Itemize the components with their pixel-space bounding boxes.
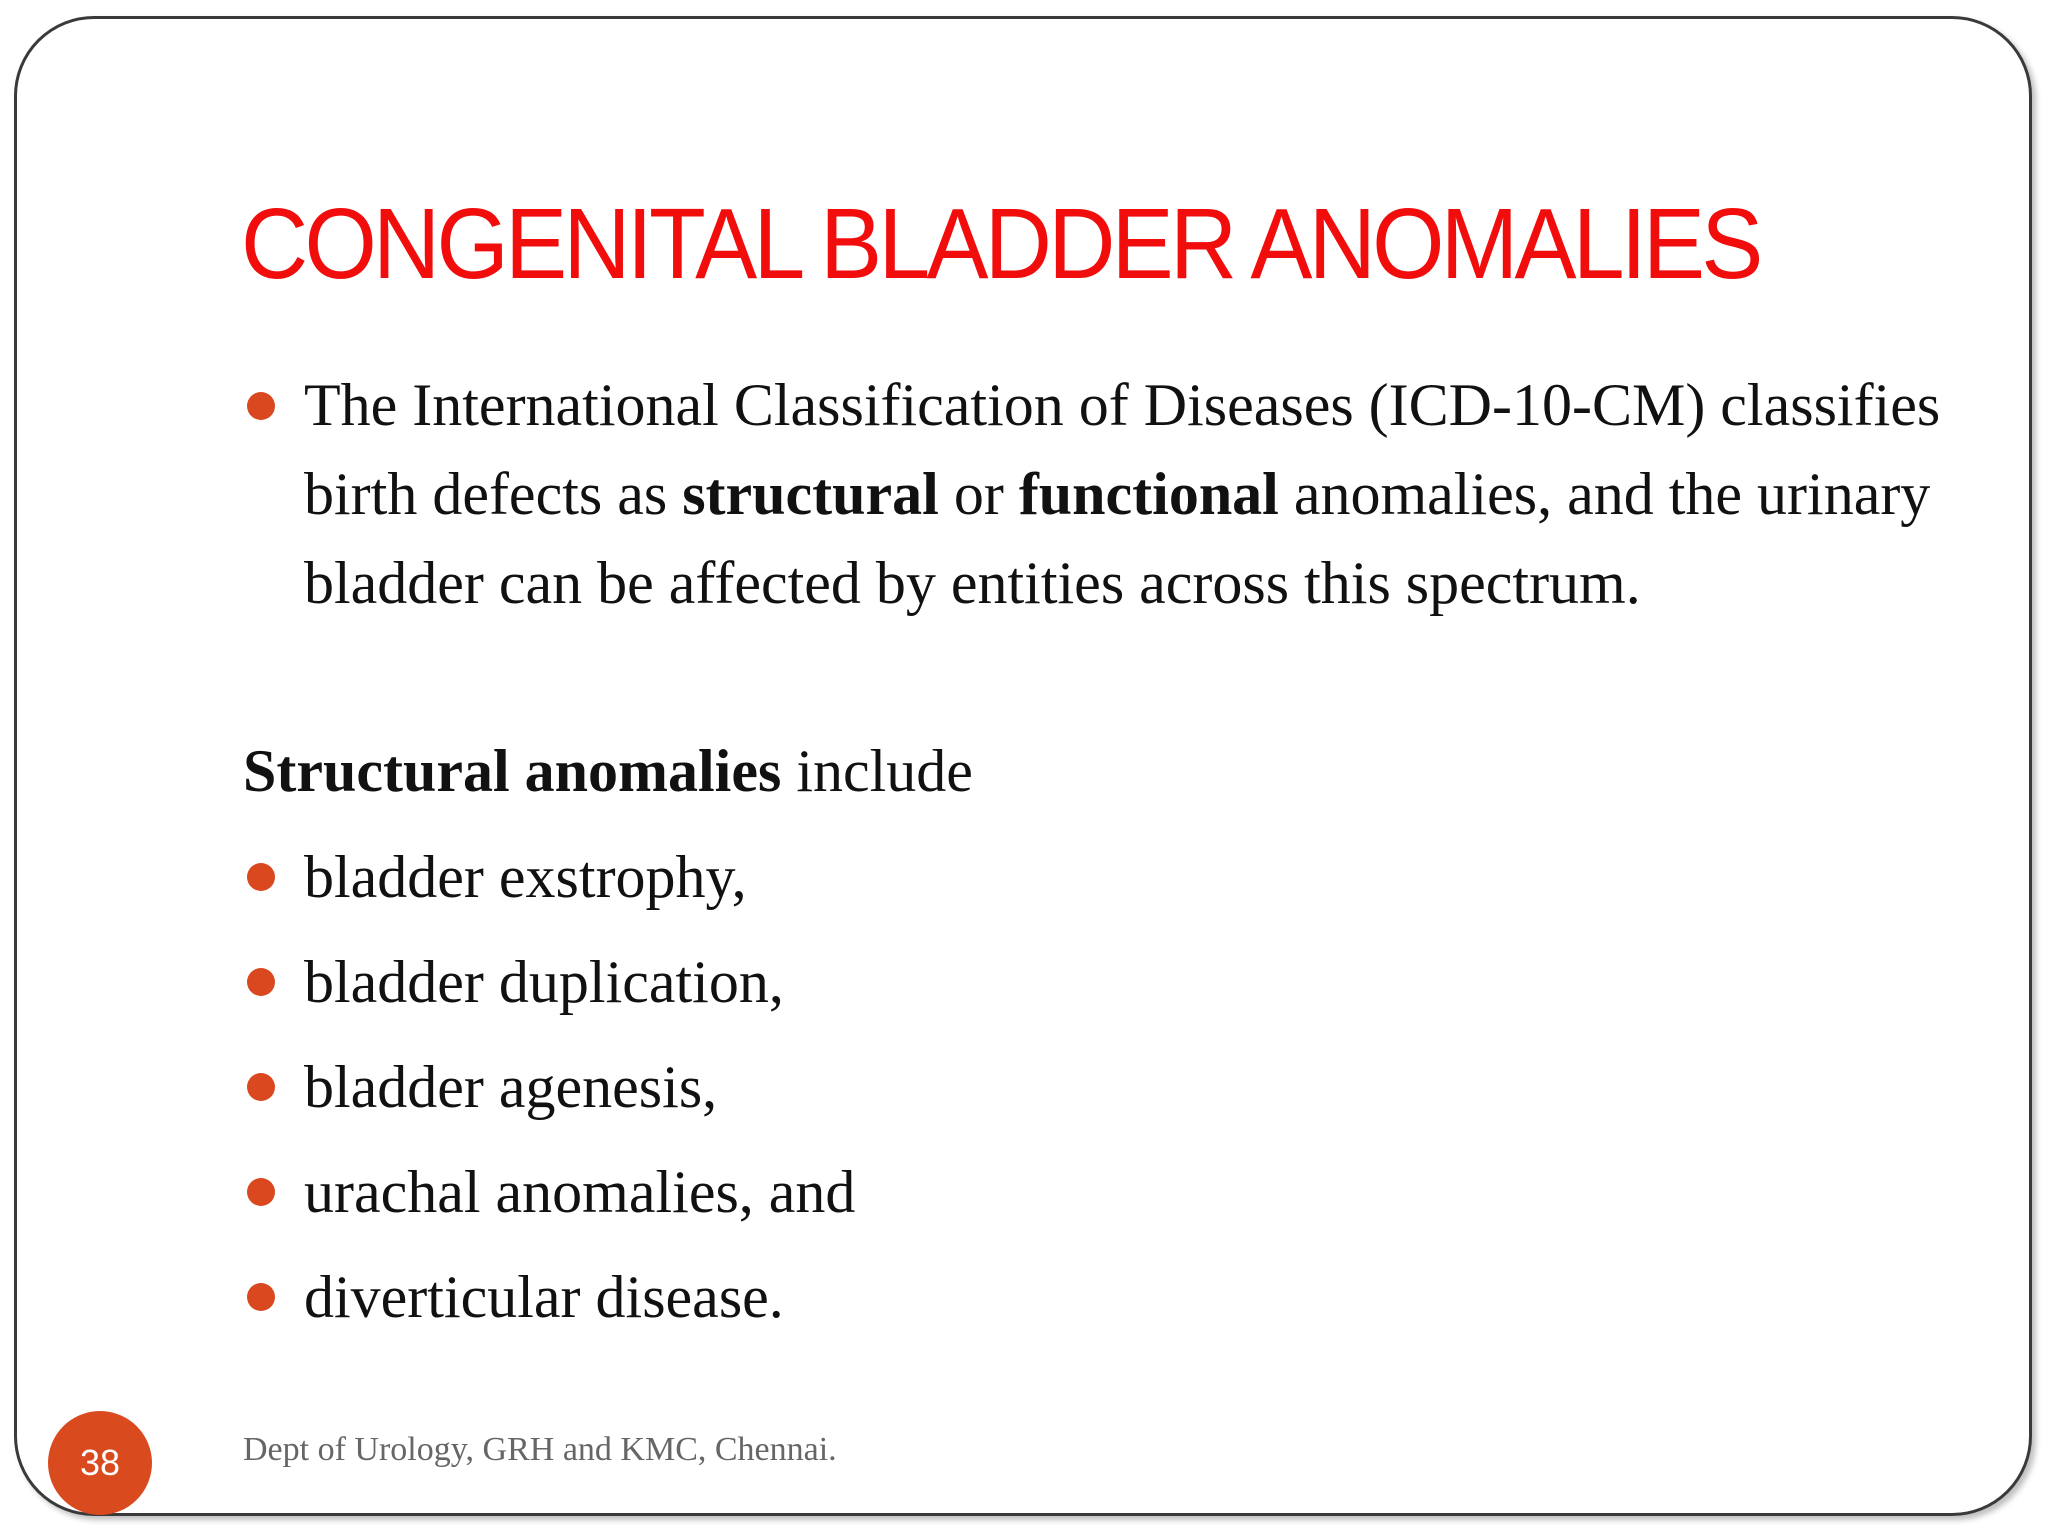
list-item bbox=[247, 837, 855, 942]
list-item-text: bladder agenesis, bbox=[304, 1054, 718, 1120]
intro-bold-functional: functional bbox=[1018, 461, 1279, 527]
bullet-icon bbox=[247, 1073, 275, 1101]
intro-text-before: The International Classification of Diseases (ICD-10-CM) classifies birth defects as bbox=[304, 372, 1941, 527]
bullet-icon bbox=[247, 392, 275, 420]
list-item bbox=[247, 942, 855, 1047]
list-item bbox=[247, 1257, 855, 1362]
bullet-icon bbox=[247, 1283, 275, 1311]
bullet-icon bbox=[247, 1178, 275, 1206]
slide bbox=[14, 16, 2032, 1516]
anomaly-list bbox=[247, 837, 855, 1362]
subheading-rest: include bbox=[781, 738, 973, 804]
structural-anomalies-heading bbox=[243, 731, 973, 811]
list-item bbox=[247, 1047, 855, 1152]
list-item-text: diverticular disease. bbox=[304, 1264, 784, 1330]
subheading-bold: Structural anomalies bbox=[243, 738, 782, 804]
list-item-text: bladder exstrophy, bbox=[304, 844, 747, 910]
intro-bullet-item bbox=[247, 361, 2037, 628]
intro-text-after: anomalies, and the urinary bladder can be affected by entities across this spectrum. bbox=[304, 461, 1931, 616]
bullet-icon bbox=[247, 863, 275, 891]
bullet-icon bbox=[247, 968, 275, 996]
slide-footer: Dept of Urology, GRH and KMC, Chennai. bbox=[243, 1431, 837, 1468]
list-item-text: urachal anomalies, and bbox=[304, 1159, 856, 1225]
page-number-badge bbox=[48, 1411, 152, 1515]
slide-title: CONGENITAL BLADDER ANOMALIES bbox=[241, 188, 1760, 300]
list-item bbox=[247, 1152, 855, 1257]
intro-paragraph bbox=[247, 361, 2037, 628]
intro-bold-structural: structural bbox=[682, 461, 939, 527]
page-number: 38 bbox=[79, 1442, 121, 1483]
intro-connector: or bbox=[938, 461, 1019, 527]
list-item-text: bladder duplication, bbox=[304, 949, 784, 1015]
